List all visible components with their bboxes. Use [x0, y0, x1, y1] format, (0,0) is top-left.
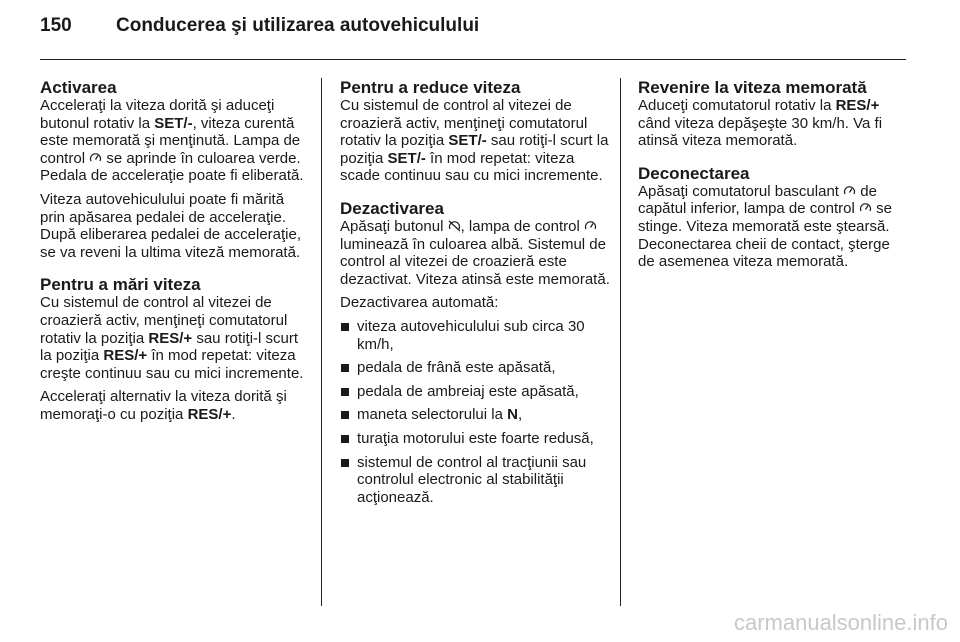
paragraph: Cu sistemul de control al vitezei de croazieră activ, menţineţi comutatorul rotativ la poziţia SET/- sau rotiţi-l scurt la poziţia SET/- în mod repetat: viteza scade continuu sau cu mici incremente.: [340, 97, 609, 185]
heading-dezactivare: Dezactivarea: [340, 198, 444, 218]
paragraph: Apăsaţi butonul , lampa de control luminează în culoarea albă. Sistemul de control al vitezei de croazieră este dezactivat. Viteza atinsă este memorată.: [340, 217, 610, 288]
cruise-control-icon: [843, 185, 856, 197]
column-divider: [321, 78, 322, 606]
cruise-control-icon: [89, 152, 102, 164]
heading-reducere: Pentru a reduce viteza: [340, 78, 521, 97]
heading-revenire: Revenire la viteza memorată: [638, 78, 867, 97]
cruise-control-icon: [859, 202, 872, 214]
list-item: pedala de frână este apăsată,: [340, 359, 612, 377]
list-item: maneta selectorului la N,: [340, 406, 612, 424]
list-item: sistemul de control al tracţiunii sau controlul electronic al stabilităţii acţionează.: [340, 454, 612, 507]
cruise-control-icon: [584, 220, 597, 232]
cruise-cancel-icon: [448, 220, 461, 232]
page-title: Conducerea şi utilizarea autovehiculului: [116, 15, 480, 36]
header-rule: [40, 59, 906, 60]
list-item: turaţia motorului este foarte redusă,: [340, 430, 612, 448]
paragraph: Apăsaţi comutatorul basculant de capătul inferior, lampa de control se stinge. Viteza memorată este ştearsă. Deconectarea cheii de contact, şterge de asemenea viteza memorată.: [638, 182, 892, 271]
paragraph: Acceleraţi alternativ la viteza dorită şi memoraţi-o cu poziţia RES/+.: [40, 388, 287, 423]
bullet-list: [340, 318, 612, 506]
page-header: [40, 15, 479, 37]
paragraph: Cu sistemul de control al vitezei de croazieră activ, menţineţi comutatorul rotativ la poziţia RES/+ sau rotiţi-l scurt la poziţia RES/+ în mod repetat: viteza creşte continuu sau cu mici incremente.: [40, 294, 304, 382]
column-2: [340, 78, 612, 512]
paragraph: Acceleraţi la viteza dorită şi aduceţi butonul rotativ la SET/-, viteza curentă este memorată şi menţinută. Lampa de control se aprinde în culoarea verde. Pedala de acceleraţie poate fi eliberată.: [40, 97, 304, 185]
page-number: 150: [40, 15, 72, 36]
heading-activare: Activarea: [40, 78, 117, 97]
column-3: [638, 78, 910, 277]
heading-deconectare: Deconectarea: [638, 163, 750, 183]
watermark: carmanualsonline.info: [733, 610, 948, 635]
heading-marire: Pentru a mări viteza: [40, 275, 201, 295]
paragraph: Viteza autovehiculului poate fi mărită prin apăsarea pedalei de acceleraţie. După eliberarea pedalei de acceleraţie, se va reveni la ultima viteză memorată.: [40, 190, 302, 261]
paragraph: Aduceţi comutatorul rotativ la RES/+ când viteza depăşeşte 30 km/h. Va fi atinsă viteza memorată.: [638, 97, 883, 150]
column-divider: [620, 78, 621, 606]
paragraph: Dezactivarea automată:: [340, 294, 499, 312]
list-item: pedala de ambreiaj este apăsată,: [340, 383, 612, 401]
column-1: [40, 78, 312, 430]
list-item: viteza autovehiculului sub circa 30 km/h,: [340, 318, 612, 353]
